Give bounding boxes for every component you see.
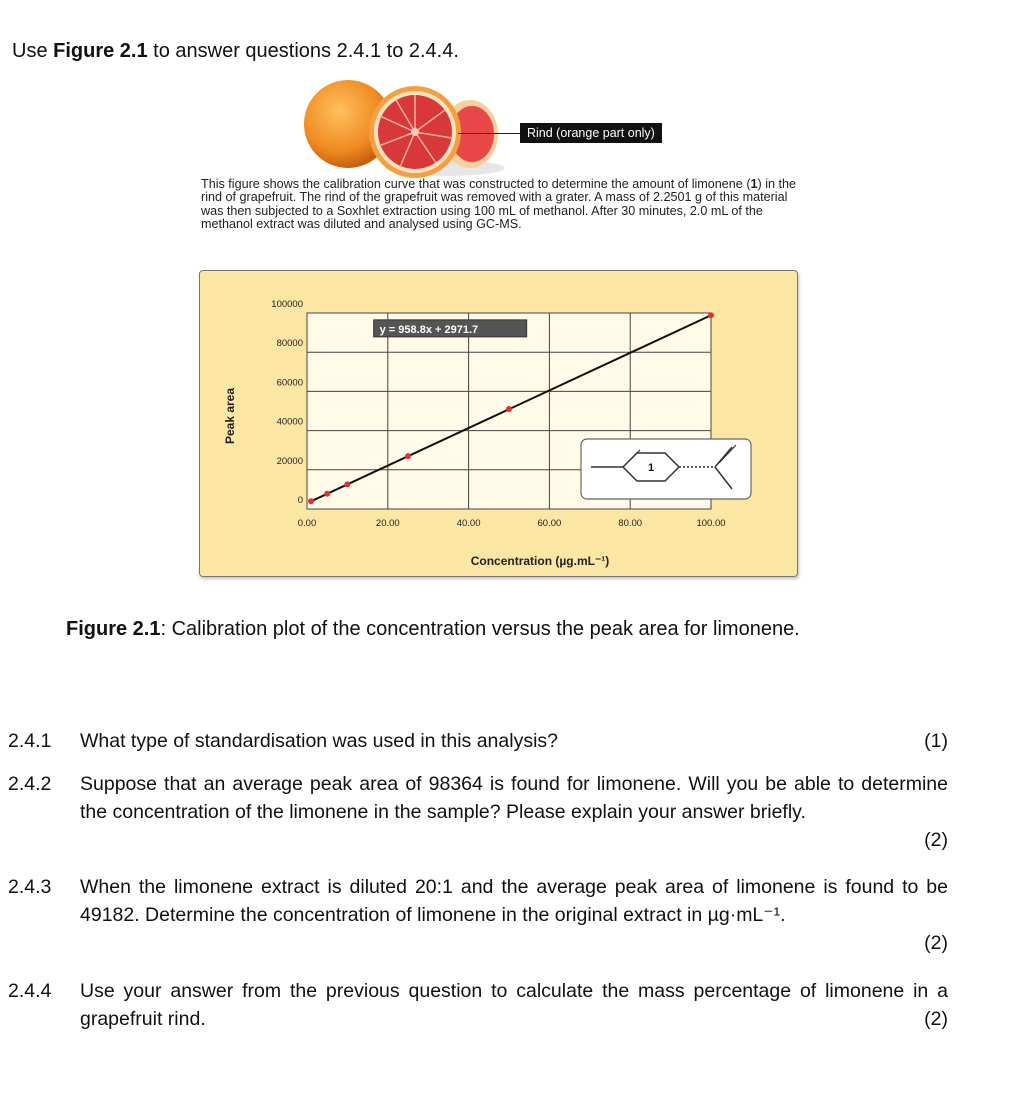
figure-description	[201, 178, 801, 232]
intro-prefix: Use	[12, 40, 54, 62]
question-text: What type of standardisation was used in this analysis?	[80, 730, 559, 752]
y-tick-label: 80000	[276, 338, 303, 350]
y-tick-labels	[271, 299, 303, 506]
x-tick-label: 40.00	[456, 518, 481, 529]
x-tick-labels	[298, 518, 726, 529]
intro-suffix: to answer questions 2.4.1 to 2.4.4.	[147, 40, 459, 62]
description-compound-number: 1	[750, 177, 758, 191]
y-tick-label: 100000	[271, 299, 303, 310]
grapefruit-image	[300, 78, 510, 178]
question-marks: (2)	[924, 1008, 948, 1030]
equation-label	[374, 320, 527, 337]
caption-text: : Calibration plot of the concentration versus the peak area for limonene.	[160, 618, 800, 640]
y-tick-label: 60000	[276, 377, 303, 389]
x-tick-label: 0.00	[297, 518, 317, 529]
description-part2: ) in the rind of grapefruit. The rind of the grapefruit was removed with a grater. A mass of 2.2501 g of this material was then subjected to a Soxhlet extraction using 100 mL of methanol. After 30 minutes, 2.0 mL of the methanol extract was diluted and analysed using GC-MS.	[201, 177, 797, 232]
question-marks: (1)	[924, 730, 948, 752]
limonene-structure	[581, 439, 751, 499]
x-axis-label: Concentration (µg.mL⁻¹)	[470, 554, 610, 568]
y-tick-label: 40000	[276, 416, 303, 428]
y-axis-label: Peak area	[223, 387, 237, 445]
question-number: 2.4.3	[8, 876, 52, 898]
caption-label: Figure 2.1	[66, 618, 161, 640]
question-text: Suppose that an average peak area of 98364 is found for limonene. Will you be able to determine the concentration of the limonene in the sample? Please explain your answer briefly.	[80, 773, 948, 823]
x-tick-label: 80.00	[618, 518, 643, 529]
intro-line	[12, 40, 459, 63]
data-point	[308, 498, 314, 504]
calibration-chart-svg	[200, 271, 797, 576]
data-point	[324, 491, 330, 497]
question-text: Use your answer from the previous question to calculate the mass percentage of limonene in a grapefruit rind.	[80, 980, 948, 1030]
structure-label: 1	[647, 462, 655, 474]
y-tick-label: 20000	[276, 455, 303, 467]
y-tick-label: 0	[297, 495, 303, 506]
data-point	[708, 312, 714, 318]
rind-label: Rind (orange part only)	[520, 123, 662, 143]
question-marks: (2)	[924, 932, 948, 954]
x-tick-label: 100.00	[696, 518, 726, 529]
intro-figure-ref: Figure 2.1	[53, 40, 148, 62]
figure-caption	[66, 618, 800, 641]
data-point	[344, 481, 350, 487]
rind-pointer-line	[458, 133, 521, 134]
question-marks: (2)	[924, 829, 948, 851]
equation-text: y = 958.8x + 2971.7	[379, 323, 479, 336]
question-text: When the limonene extract is diluted 20:1 and the average peak area of limonene is found to be 49182. Determine the concentration of limonene in the original extract in µg·mL⁻¹.	[80, 876, 948, 926]
description-part1: This figure shows the calibration curve that was constructed to determine the amount of limonene (	[201, 177, 751, 191]
question-number: 2.4.4	[8, 980, 52, 1002]
calibration-chart	[199, 270, 798, 577]
question-number: 2.4.1	[8, 730, 52, 752]
x-tick-label: 20.00	[375, 518, 400, 529]
data-point	[405, 453, 411, 459]
question-number: 2.4.2	[8, 773, 52, 795]
x-tick-label: 60.00	[537, 518, 562, 529]
data-point	[506, 406, 512, 412]
